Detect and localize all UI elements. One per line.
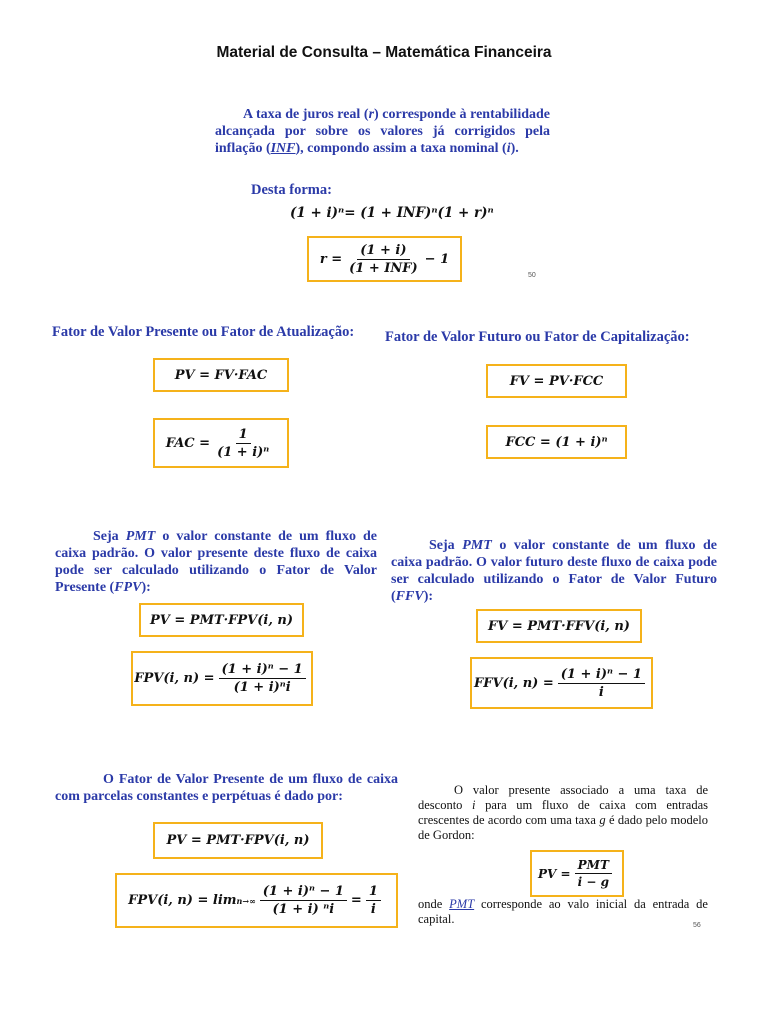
ffv-formula-box: FFV(i, n) = $\frac{\text{(1 + i)ⁿ − 1}}{i}$ <box>470 657 653 709</box>
fv-pmt-ffv-formula-box: FV = PMT·FFV(i, n) <box>476 609 642 643</box>
real-rate-paragraph: A taxa de juros real (r) corresponde à rentabilidade alcançada por sobre os valores já corrigidos pela inflação (INF), compondo assim a taxa nominal (i). <box>215 107 550 156</box>
perpetuity-fpv-limit-box: FPV(i, n) = lim n→∞ $\frac{\text{(1 + i)ⁿ − 1}}{\text{(1 + i) ⁿi}}$ = $\frac{1}{i}$ <box>115 873 398 928</box>
fpv-paragraph: Seja PMT o valor constante de um fluxo de caixa padrão. O valor presente deste fluxo de caixa pode ser calculado utilizando o Fator de Valor Presente (FPV): <box>55 529 377 595</box>
future-value-factor-heading: Fator de Valor Futuro ou Fator de Capitalização: <box>385 329 690 345</box>
fcc-formula-box: FCC = (1 + i)ⁿ <box>486 425 627 459</box>
perpetuity-paragraph: O Fator de Valor Presente de um fluxo de caixa com parcelas constantes e perpétuas é dado por: <box>55 772 398 804</box>
gordon-formula-box: PV = $\frac{\text{PMT}}{i - g}$ <box>530 850 624 897</box>
ffv-paragraph: Seja PMT o valor constante de um fluxo de caixa padrão. O valor futuro deste fluxo de caixa pode ser calculado utilizando o Fator de Valor Futuro (FFV): <box>391 538 717 604</box>
perpetuity-pv-formula-box: PV = PMT·FPV(i, n) <box>153 822 323 859</box>
gordon-paragraph: O valor presente associado a uma taxa de desconto i para um fluxo de caixa com entradas crescentes de acordo com uma taxa g é dado pelo modelo de Gordon: <box>418 783 708 842</box>
real-rate-formula-box: r = $\frac{(1 + i)}{\text{(1 + INF)}}$ − 1 <box>307 236 462 282</box>
desta-forma-label: Desta forma: <box>251 182 332 198</box>
fv-fcc-formula-box: FV = PV·FCC <box>486 364 627 398</box>
pv-fac-formula-box: PV = FV·FAC <box>153 358 289 392</box>
page-title: Material de Consulta – Matemática Financeira <box>216 44 552 61</box>
present-value-factor-heading: Fator de Valor Presente ou Fator de Atualização: <box>52 324 355 340</box>
page-number: 50 <box>528 272 536 279</box>
gordon-footnote: onde PMT corresponde ao valo inicial da entrada de capital. <box>418 897 708 926</box>
fac-formula-box: FAC = $\frac{1}{\text{(1 + i)ⁿ}}$ <box>153 418 289 468</box>
page-number: 56 <box>693 922 701 929</box>
fpv-formula-box: FPV(i, n) = $\frac{\text{(1 + i)ⁿ − 1}}{\text{(1 + i)ⁿi}}$ <box>131 651 313 706</box>
fisher-equation: (1 + i)ⁿ= (1 + INF)ⁿ(1 + r)ⁿ <box>290 205 494 221</box>
pv-pmt-fpv-formula-box: PV = PMT·FPV(i, n) <box>139 603 304 637</box>
